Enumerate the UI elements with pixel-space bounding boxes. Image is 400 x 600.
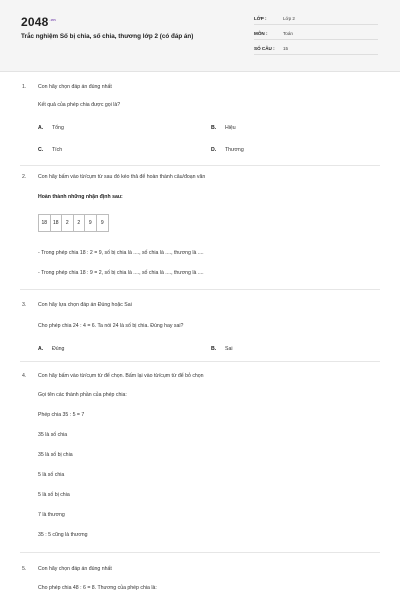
meta-count-key: SỐ CÂU : [254, 46, 275, 51]
meta-subject-value: Toán [283, 31, 293, 36]
question-4-item[interactable]: 5 là số chia [38, 472, 65, 478]
question-1-number: 1. [22, 84, 27, 90]
word-tile[interactable]: 9 [85, 215, 97, 231]
question-5-prompt: Cho phép chia 48 : 6 = 8. Thương của phép chia là: [38, 585, 157, 591]
question-4-item[interactable]: 35 là số chia [38, 432, 68, 438]
question-2-statement-1[interactable]: - Trong phép chia 18 : 2 = 9, số bị chia là ...., số chia là ...., thương là .... [38, 250, 204, 256]
document-header [0, 0, 400, 72]
divider [20, 552, 380, 553]
question-1-instruction: Con hãy chọn đáp án đúng nhất [38, 84, 112, 90]
word-tile[interactable]: 9 [100, 220, 104, 226]
question-3-instruction: Con hãy lựa chọn đáp án Đúng hoặc Sai [38, 302, 132, 308]
question-1-option-a[interactable]: A. Tổng [38, 125, 64, 131]
question-4-item[interactable]: Phép chia 35 : 5 = 7 [38, 412, 85, 418]
meta-subject-key: MÔN : [254, 31, 268, 36]
question-5-instruction: Con hãy chọn đáp án đúng nhất [38, 566, 112, 572]
question-4-item[interactable]: 35 : 5 cũng là thương [38, 532, 88, 538]
question-3-prompt: Cho phép chia 24 : 4 = 6. Ta nói 24 là số bị chia. Đúng hay sai? [38, 323, 184, 329]
question-1-option-d[interactable]: D. Thương [211, 147, 244, 153]
question-2-instruction: Con hãy bấm vào từ/cụm từ sau đó kéo thả để hoàn thành câu/đoạn văn [38, 174, 206, 180]
question-5-number: 5. [22, 566, 27, 572]
question-4-prompt: Gọi tên các thành phần của phép chia: [38, 392, 127, 398]
question-1-prompt: Kết quả của phép chia được gọi là? [38, 102, 121, 108]
divider [20, 361, 380, 362]
meta-grade [254, 14, 378, 25]
question-2-number: 2. [22, 174, 27, 180]
question-4-item[interactable]: 35 là số bị chia [38, 452, 73, 458]
word-tile[interactable]: 18 [39, 215, 51, 231]
meta-subject [254, 29, 378, 40]
document-title: Trắc nghiệm Số bị chia, số chia, thương lớp 2 (có đáp án) [21, 33, 194, 40]
divider [20, 289, 380, 290]
question-4-number: 4. [22, 373, 27, 379]
divider [20, 165, 380, 166]
question-1-option-b[interactable]: B. Hiệu [211, 125, 236, 131]
word-tile[interactable]: 18 [51, 215, 63, 231]
word-tile-bank [38, 214, 109, 232]
question-3-option-b[interactable]: B. Sai [211, 346, 233, 352]
word-tile[interactable]: 2 [62, 215, 74, 231]
question-2-heading: Hoàn thành những nhận định sau: [38, 194, 123, 200]
site-logo[interactable]: $2048^{.vn}$ [21, 15, 56, 29]
meta-grade-key: LỚP : [254, 16, 267, 21]
meta-count [254, 44, 378, 55]
meta-count-value: 15 [283, 46, 289, 51]
meta-grade-value: Lớp 2 [283, 16, 295, 21]
question-3-option-a[interactable]: A. Đúng [38, 346, 65, 352]
question-4-item[interactable]: 5 là số bị chia [38, 492, 70, 498]
word-tile[interactable]: 2 [74, 215, 86, 231]
question-4-item[interactable]: 7 là thương [38, 512, 65, 518]
question-3-number: 3. [22, 302, 27, 308]
question-1-option-c[interactable]: C. Tích [38, 147, 63, 153]
question-2-statement-2[interactable]: - Trong phép chia 18 : 9 = 2, số bị chia là ...., số chia là ...., thương là .... [38, 270, 204, 276]
question-4-instruction: Con hãy bấm vào từ/cụm từ để chọn. Bấm lại vào từ/cụm từ để bỏ chọn [38, 373, 204, 379]
